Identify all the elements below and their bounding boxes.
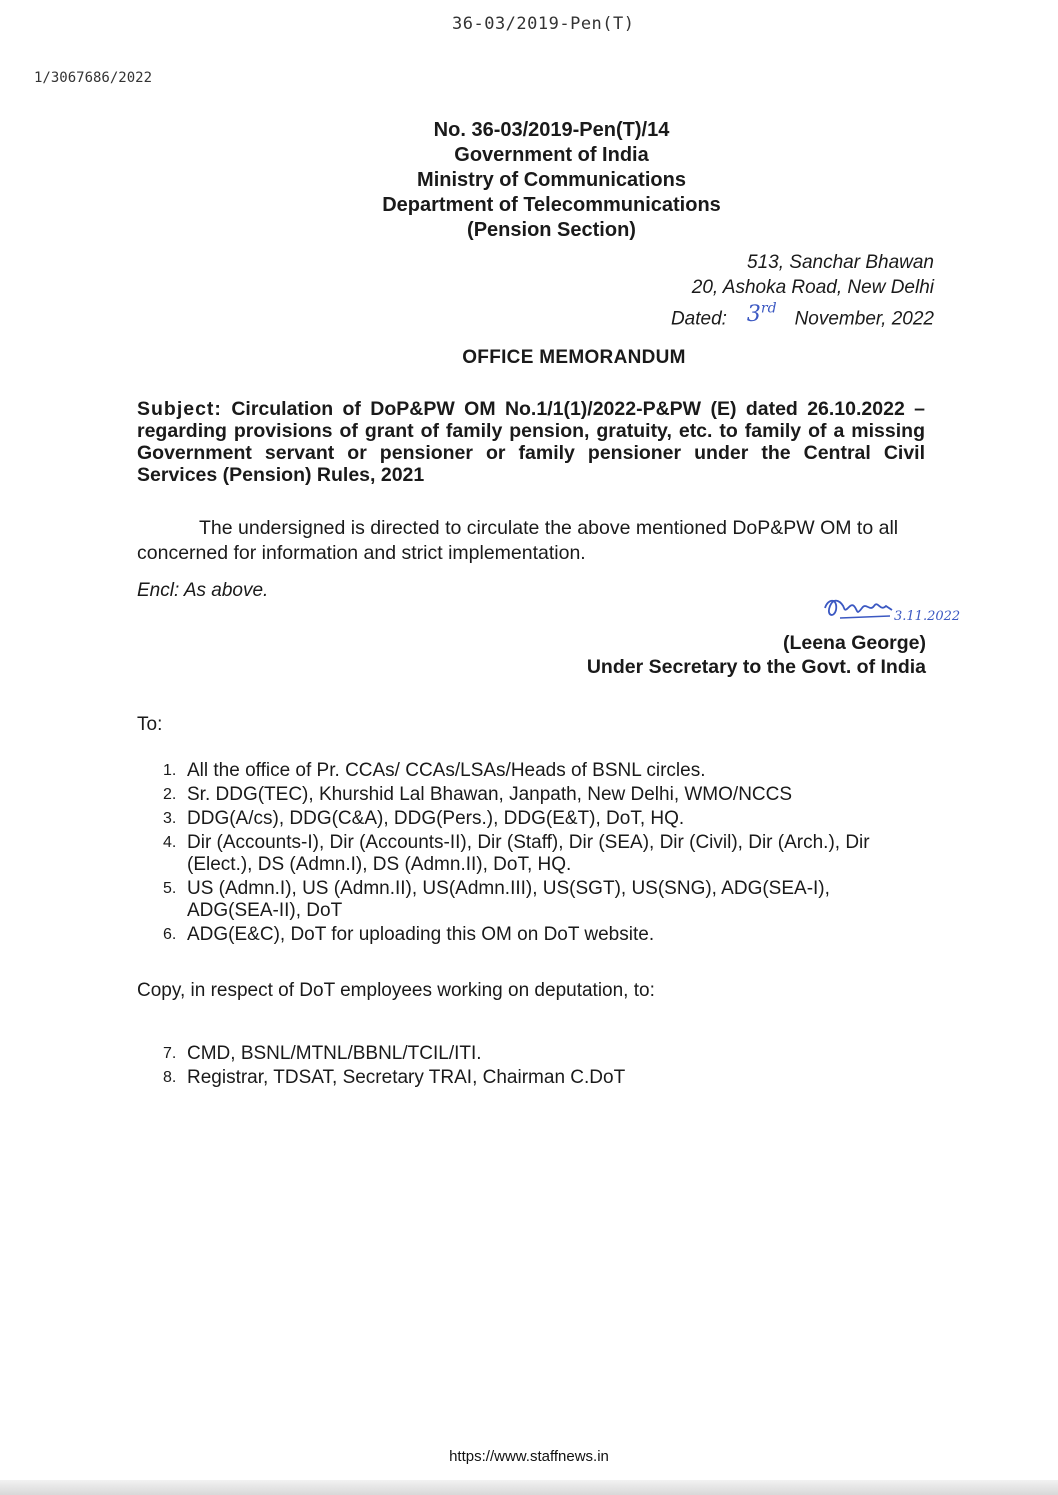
- handwritten-date-day: 3rd: [746, 301, 777, 328]
- list-item: 1. All the office of Pr. CCAs/ CCAs/LSAs/Heads of BSNL circles.: [163, 760, 706, 781]
- recipient-list: [163, 760, 903, 948]
- list-item: 2. Sr. DDG(TEC), Khurshid Lal Bhawan, Janpath, New Delhi, WMO/NCCS: [163, 784, 793, 805]
- subject-paragraph: [137, 398, 925, 486]
- address-line-1: 513, Sanchar Bhawan: [747, 252, 934, 273]
- copy-to-label: Copy, in respect of DoT employees working on deputation, to:: [137, 980, 655, 1001]
- signatory-name: (Leena George): [782, 632, 926, 654]
- copy-recipient-list: [163, 1043, 903, 1091]
- dated-month-year: November, 2022: [794, 308, 934, 330]
- file-number-stamp-top: 36-03/2019-Pen(T): [452, 14, 635, 34]
- dated-line: [671, 300, 934, 331]
- subject-label: Subject:: [137, 398, 222, 420]
- address-line-2: 20, Ashoka Road, New Delhi: [691, 277, 934, 298]
- section-name: (Pension Section): [467, 219, 636, 241]
- memo-title: OFFICE MEMORANDUM: [462, 347, 686, 368]
- list-item: 4. Dir (Accounts-I), Dir (Accounts-II), Dir (Staff), Dir (SEA), Dir (Civil), Dir (Arch.), Dir (Elect.), DS (Admn.I), DS (Admn.II), DoT, HQ.: [163, 832, 870, 875]
- list-item: 5. US (Admn.I), US (Admn.II), US(Admn.III), US(SGT), US(SNG), ADG(SEA-I), ADG(SEA-II), DoT: [163, 878, 830, 921]
- footer-url: https://www.staffnews.in: [449, 1448, 609, 1465]
- file-number-stamp-left: 1/3067686/2022: [34, 70, 153, 86]
- ministry-name: Ministry of Communications: [417, 169, 686, 191]
- reference-number: No. 36-03/2019-Pen(T)/14: [433, 119, 670, 141]
- address-block: [671, 250, 934, 331]
- list-item: 3. DDG(A/cs), DDG(C&A), DDG(Pers.), DDG(E&T), DoT, HQ.: [163, 808, 685, 829]
- department-name: Department of Telecommunications: [382, 194, 721, 216]
- handwritten-signature: [820, 588, 970, 628]
- signatory-designation: Under Secretary to the Govt. of India: [586, 656, 926, 678]
- subject-text: Circulation of DoP&PW OM No.1/1(1)/2022-P&PW (E) dated 26.10.2022 – regarding provisions of grant of family pension, gratuity, etc. to family of a missing Government servant or pensioner or family pensioner under the Central Civil Services (Pension) Rules, 2021: [137, 398, 925, 486]
- dated-label: Dated:: [670, 308, 727, 330]
- signature-date: 3.11.2022: [894, 609, 961, 624]
- scan-edge-divider: [0, 1480, 1058, 1495]
- body-paragraph: The undersigned is directed to circulate the above mentioned DoP&PW OM to all concerned for information and strict implementation.: [137, 517, 899, 564]
- list-item: 6. ADG(E&C), DoT for uploading this OM on DoT website.: [163, 924, 655, 945]
- letter-header: [0, 118, 1058, 243]
- list-item: 7. CMD, BSNL/MTNL/BBNL/TCIL/ITI.: [163, 1043, 482, 1064]
- to-label: To:: [137, 714, 163, 735]
- government-name: Government of India: [454, 144, 649, 166]
- enclosure-note: Encl: As above.: [137, 580, 269, 601]
- list-item: 8. Registrar, TDSAT, Secretary TRAI, Chairman C.DoT: [163, 1067, 626, 1088]
